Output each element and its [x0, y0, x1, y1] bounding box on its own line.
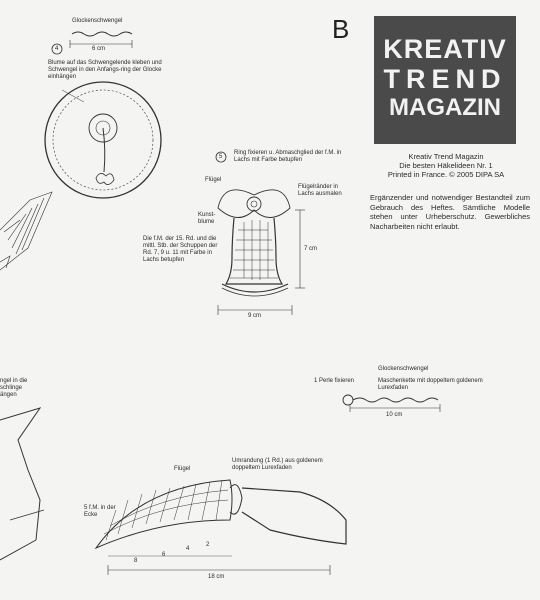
step4-number: 4: [55, 46, 59, 52]
wing-row-number: 2: [206, 542, 210, 548]
wing-row-number: 8: [134, 558, 138, 564]
wing-label: Flügel: [174, 466, 191, 472]
step5-label-flower: Kunst-blume: [198, 212, 216, 225]
issue-title: Die besten Häkelideen Nr. 1: [399, 161, 493, 170]
left-fragment-line: ängen: [0, 392, 17, 398]
wing-dimension: 18 cm: [208, 574, 225, 580]
step4-note: Blume auf das Schwengelende kleben und Schwengel in den Anfangs-ring der Glocke einhängen: [48, 60, 162, 80]
step5-label-wing: Flügel: [205, 177, 222, 183]
left-fragment-text: [0, 378, 40, 399]
clapper-dimension: 10 cm: [386, 412, 403, 418]
bell-top-view: [45, 82, 161, 198]
wing-row-number: 6: [162, 552, 166, 558]
step5-note: Ring fixieren u. Abmaschglied der f.M. in Lachs mit Farbe betupfen: [234, 150, 342, 163]
left-fragment-line: ngel in die: [0, 378, 28, 384]
step5-note-fm: Die f.M. der 15. Rd. und die mittl. Stb. der Schuppen der Rd. 7, 9 u. 11 mit Farbe in Lachs betupfen: [143, 236, 218, 263]
logo-line-3: MAGAZIN: [389, 94, 501, 121]
printed-note: Printed in France. © 2005 DIPA SA: [387, 170, 505, 179]
step4-dimension: 6 cm: [92, 46, 106, 52]
wing-corner-note: 5 f.M. in der Ecke: [84, 505, 116, 518]
clapper-title: Glockenschwengel: [378, 366, 429, 372]
step5-height: 7 cm: [304, 246, 318, 252]
logo-line-2: TREND: [383, 64, 507, 94]
section-letter: B: [332, 14, 350, 44]
left-fan-fragment: [0, 192, 52, 560]
step5-label-wing-edges: Flügelränder in Lachs ausmalen: [298, 184, 342, 197]
bell-side-view: [218, 190, 305, 315]
step5-width: 9 cm: [248, 313, 262, 319]
clapper-chain-note: Maschenkette mit doppeltem goldenem Lurexfaden: [378, 378, 483, 391]
clapper-perle: 1 Perle fixieren: [314, 378, 355, 384]
wing-row-number: 4: [186, 546, 190, 552]
magazine-logo: [374, 16, 516, 144]
step4-title: Glockenschwengel: [72, 18, 123, 24]
step5-number: 5: [219, 154, 223, 160]
publisher-name: Kreativ Trend Magazin: [408, 152, 484, 161]
legal-notice: Ergänzender und notwendiger Bestandteil zum Gebrauch des Heftes. Sämtliche Modelle stehen unter Urheberschutz. Gewerbliches Nacharbeiten nicht erlaubt.: [370, 193, 530, 231]
wing-border-note: Umrandung (1 Rd.) aus goldenem doppeltem Lurexfaden: [232, 458, 323, 471]
logo-line-1: KREATIV: [383, 34, 507, 64]
publisher-info: [378, 152, 514, 179]
left-fragment-line: schlinge: [0, 385, 23, 391]
clapper-chain-large: [343, 395, 440, 412]
